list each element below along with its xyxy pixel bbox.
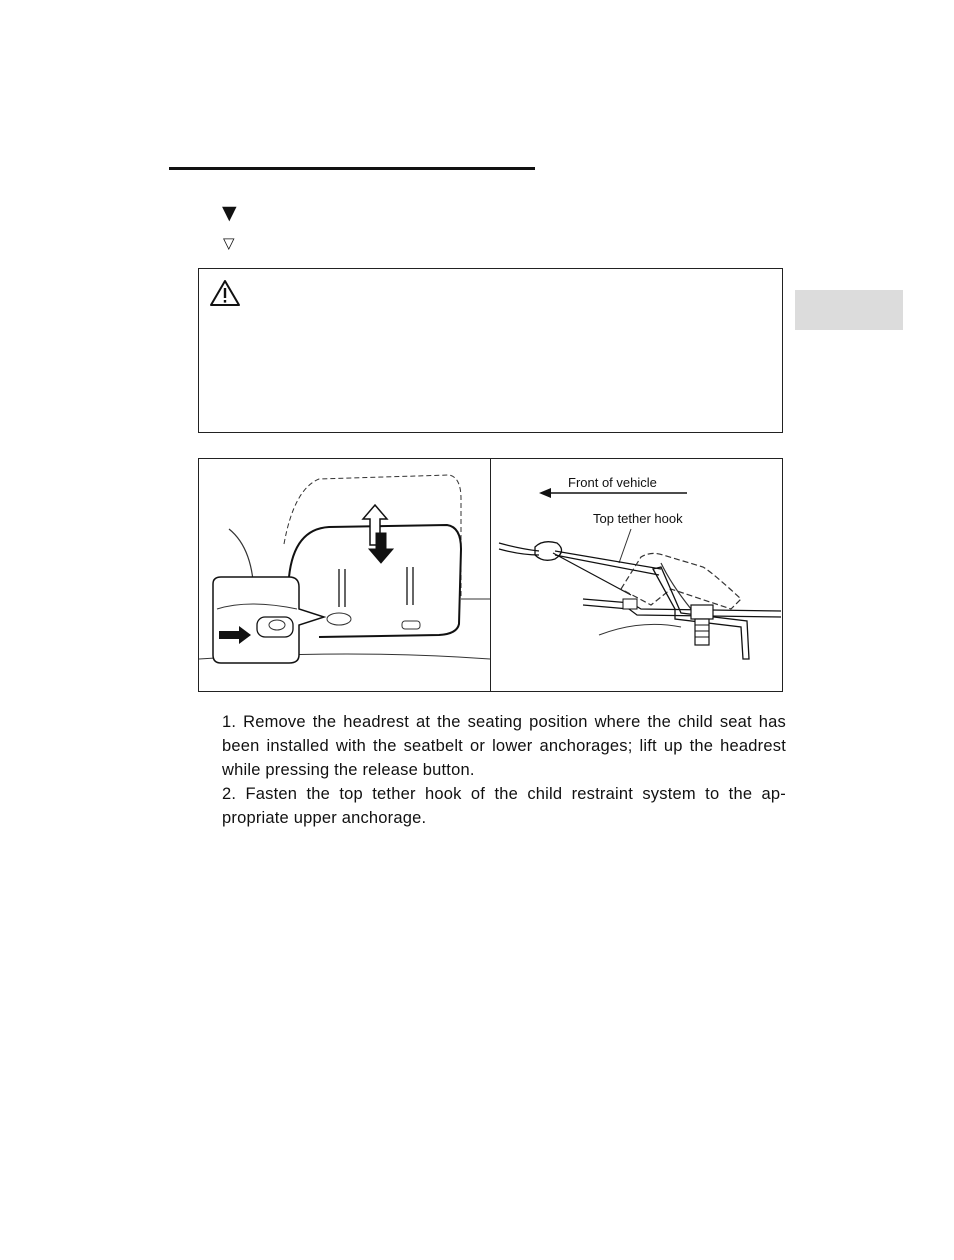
- warning-triangle-icon: [209, 279, 241, 307]
- chapter-side-tab: [795, 290, 903, 330]
- instruction-step-1: 1. Remove the headrest at the seating position where the child seat has been installed with the seatbelt or lower anchorages; lift up the headrest while pressing the release button.: [222, 713, 786, 779]
- outline-triangle-marker: ▽: [223, 234, 235, 252]
- filled-triangle-marker: ▼: [222, 202, 237, 224]
- headrest-removal-illustration: [199, 459, 490, 691]
- warning-box: [198, 268, 783, 433]
- illustration-panel: [198, 458, 783, 692]
- front-of-vehicle-label: Front of vehicle: [568, 475, 657, 490]
- instructions-text: [222, 710, 786, 830]
- top-tether-hook-label: Top tether hook: [593, 511, 683, 526]
- section-heading-rule: [169, 167, 535, 170]
- top-tether-illustration: [491, 459, 782, 691]
- instruction-step-2: 2. Fasten the top tether hook of the child restraint system to the ap-propriate upper anchorage.: [222, 785, 786, 827]
